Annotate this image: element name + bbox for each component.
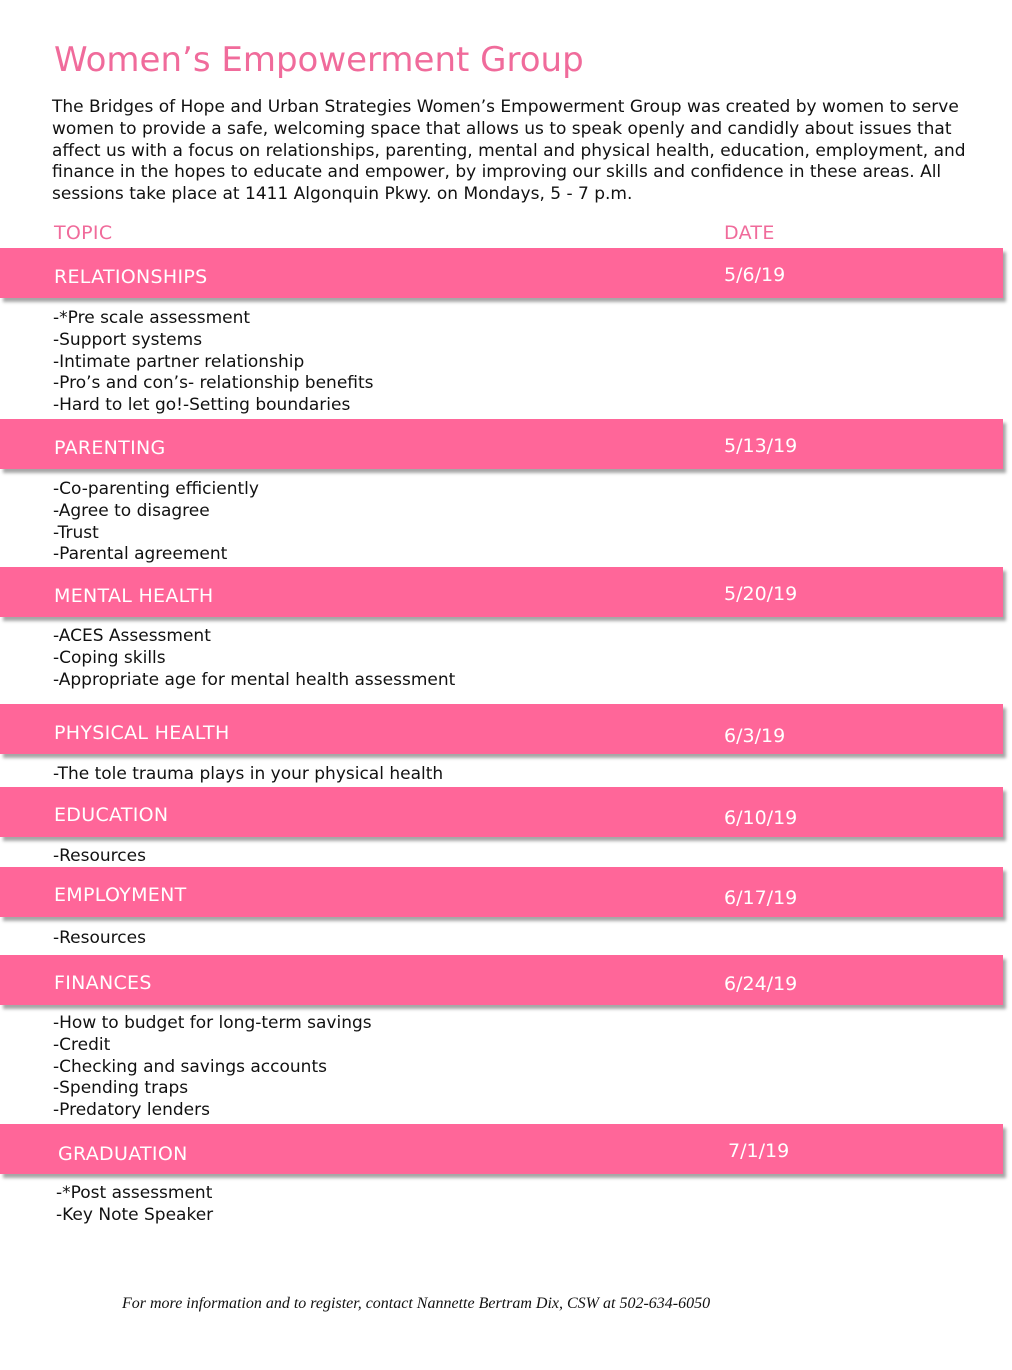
session-date: 6/24/19 [724,973,798,995]
session-topic: EDUCATION [54,804,169,826]
list-item: -Agree to disagree [53,500,210,521]
contact-footer: For more information and to register, contact Nannette Bertram Dix, CSW at 502-634-6050 [122,1295,711,1312]
list-item: -Credit [53,1034,111,1055]
topic-column-header: TOPIC [54,222,113,244]
session-bar-graduation [0,1124,1003,1174]
list-item: -Appropriate age for mental health assessment [53,669,456,690]
session-bar-education [0,787,1003,837]
list-item: -Resources [53,928,146,948]
session-bar-parenting [0,419,1003,469]
date-column-header: DATE [724,222,775,244]
session-date: 5/20/19 [724,583,798,605]
list-item: -Hard to let go!-Setting boundaries [53,395,351,416]
list-item: -How to budget for long-term savings [53,1013,372,1033]
list-item: -Support systems [53,329,203,350]
session-bar-physical-health [0,704,1003,754]
session-items-physical-health [53,764,443,786]
page-title: Women’s Empowerment Group [54,40,584,80]
session-items-employment [53,928,146,950]
list-item: -Intimate partner relationship [53,351,305,372]
list-item: -The tole trauma plays in your physical health [53,764,444,784]
list-item: -Checking and savings accounts [53,1056,327,1077]
session-bar-relationships [0,248,1003,298]
session-items-parenting [53,479,259,566]
list-item: -ACES Assessment [53,626,211,646]
intro-paragraph: The Bridges of Hope and Urban Strategies Women’s Empowerment Group was created by women to serve women to provide a safe, welcoming space that allows us to speak openly and candidly about issues that affect us with a focus on relationships, parenting, mental and physical health, education, employment, and finance in the hopes to educate and empower, by improving our skills and confidence in these areas. All sessions take place at 1411 Algonquin Pkwy. on Mondays, 5 - 7 p.m. [52,97,966,205]
session-topic: GRADUATION [58,1143,188,1165]
list-item: -Resources [53,846,146,866]
list-item: -Parental agreement [53,544,228,565]
session-bar-finances [0,955,1003,1005]
session-date: 5/13/19 [724,435,798,457]
session-items-finances [53,1013,372,1122]
session-date: 7/1/19 [728,1140,790,1162]
session-bar-employment [0,867,1003,917]
session-items-mental-health [53,626,455,691]
session-bar-mental-health [0,567,1003,617]
list-item: -Predatory lenders [53,1100,210,1121]
session-topic: FINANCES [54,972,152,994]
session-items-graduation [56,1183,213,1227]
list-item: -Spending traps [53,1078,189,1099]
session-topic: EMPLOYMENT [54,884,187,906]
session-items-relationships [53,308,374,417]
session-topic: PARENTING [54,437,166,459]
list-item: -Trust [53,522,99,543]
list-item: -Co-parenting efficiently [53,479,259,499]
list-item: -*Post assessment [56,1183,213,1203]
list-item: -Coping skills [53,647,166,668]
session-topic: RELATIONSHIPS [54,266,208,288]
list-item: -*Pre scale assessment [53,308,251,328]
session-date: 5/6/19 [724,264,786,286]
session-items-education [53,846,146,868]
session-topic: PHYSICAL HEALTH [54,722,230,744]
session-date: 6/10/19 [724,807,798,829]
list-item: -Key Note Speaker [56,1204,214,1225]
list-item: -Pro’s and con’s- relationship benefits [53,373,374,394]
session-date: 6/17/19 [724,887,798,909]
session-topic: MENTAL HEALTH [54,585,214,607]
session-date: 6/3/19 [724,725,786,747]
